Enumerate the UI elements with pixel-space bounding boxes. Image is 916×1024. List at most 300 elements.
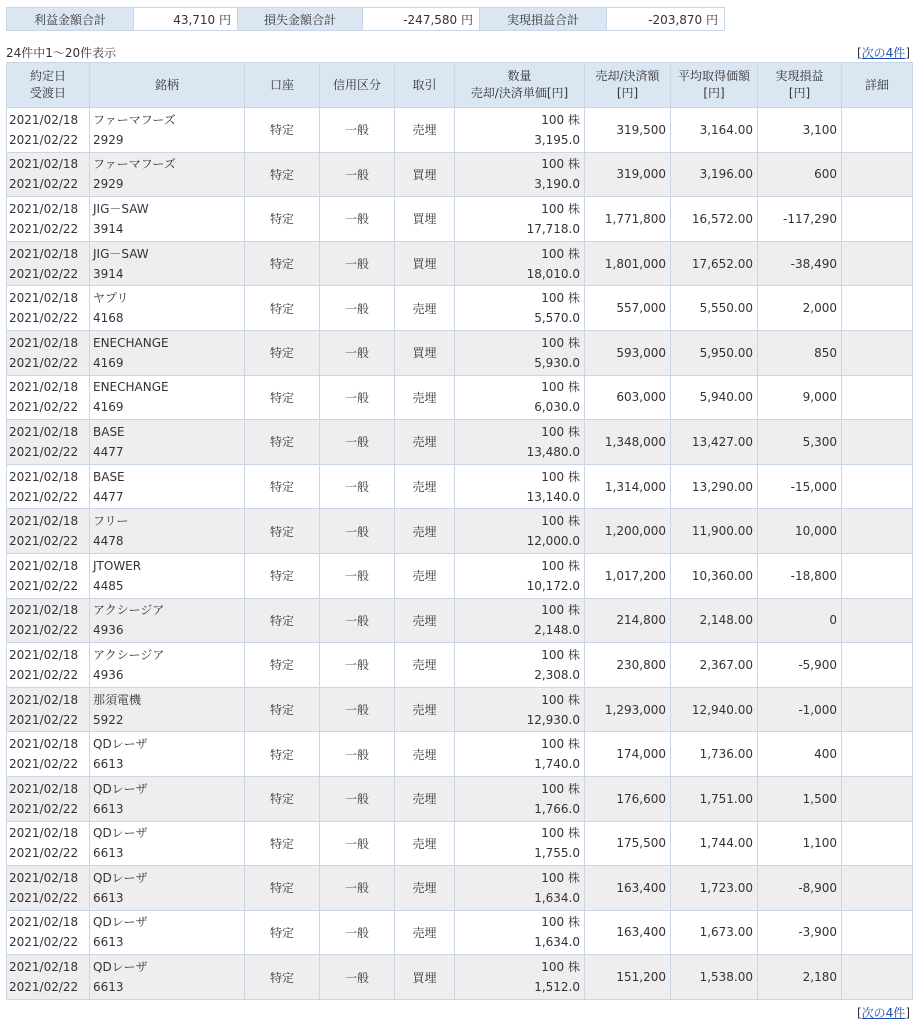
realized-pnl-table xyxy=(6,62,913,1000)
stock-code: 4169 xyxy=(93,400,124,415)
trade-date: 2021/02/18 xyxy=(9,112,79,127)
stock-cell xyxy=(90,776,245,821)
trade-cell: 売埋 xyxy=(395,108,455,153)
next-page-link-top[interactable]: 次の4件 xyxy=(861,46,906,60)
realized-pnl-cell: 3,100 xyxy=(758,108,842,153)
stock-cell xyxy=(90,732,245,777)
table-row xyxy=(7,375,913,420)
trade-date: 2021/02/18 xyxy=(9,424,79,439)
detail-cell xyxy=(842,955,913,1000)
date-cell xyxy=(7,197,90,242)
unit-price: 3,195.0 xyxy=(534,132,580,147)
trade-cell: 買埋 xyxy=(395,241,455,286)
unit-price: 12,930.0 xyxy=(526,712,580,727)
table-row xyxy=(7,776,913,821)
realized-pnl-cell: 2,000 xyxy=(758,286,842,331)
trade-date: 2021/02/18 xyxy=(9,380,79,395)
trade-date: 2021/02/18 xyxy=(9,201,79,216)
account-cell: 特定 xyxy=(245,509,320,554)
stock-code: 6613 xyxy=(93,890,124,905)
table-row xyxy=(7,152,913,197)
account-cell: 特定 xyxy=(245,598,320,643)
stock-code: 4936 xyxy=(93,667,124,682)
settle-date: 2021/02/22 xyxy=(9,311,79,326)
avg-cost-cell: 1,751.00 xyxy=(671,776,758,821)
realized-pnl-cell: 400 xyxy=(758,732,842,777)
sale-amount-cell: 557,000 xyxy=(585,286,671,331)
sale-amount-cell: 151,200 xyxy=(585,955,671,1000)
detail-cell xyxy=(842,598,913,643)
sale-amount-cell: 593,000 xyxy=(585,330,671,375)
account-cell: 特定 xyxy=(245,420,320,465)
date-cell xyxy=(7,598,90,643)
sale-amount-cell: 1,314,000 xyxy=(585,464,671,509)
trade-cell: 売埋 xyxy=(395,732,455,777)
quantity-cell xyxy=(455,330,585,375)
stock-name: QDレーザ xyxy=(93,960,148,975)
account-cell: 特定 xyxy=(245,955,320,1000)
margin-type-cell: 一般 xyxy=(320,152,395,197)
loss-total-label: 損失金額合計 xyxy=(238,8,363,31)
stock-name: BASE xyxy=(93,424,125,439)
quantity-cell xyxy=(455,643,585,688)
date-cell xyxy=(7,821,90,866)
stock-code: 4478 xyxy=(93,534,124,549)
avg-cost-cell: 11,900.00 xyxy=(671,509,758,554)
trade-cell: 売埋 xyxy=(395,776,455,821)
quantity-cell xyxy=(455,108,585,153)
date-cell xyxy=(7,509,90,554)
settle-date: 2021/02/22 xyxy=(9,132,79,147)
avg-cost-cell: 1,723.00 xyxy=(671,866,758,911)
date-cell xyxy=(7,330,90,375)
quantity-cell xyxy=(455,553,585,598)
trade-cell: 売埋 xyxy=(395,866,455,911)
avg-cost-cell: 17,652.00 xyxy=(671,241,758,286)
detail-cell xyxy=(842,866,913,911)
trade-cell: 売埋 xyxy=(395,821,455,866)
avg-cost-cell: 3,164.00 xyxy=(671,108,758,153)
table-row xyxy=(7,866,913,911)
detail-cell xyxy=(842,197,913,242)
quantity-cell xyxy=(455,821,585,866)
detail-cell xyxy=(842,687,913,732)
header-realized-pnl: 実現損益 [円] xyxy=(758,63,842,108)
trade-cell: 売埋 xyxy=(395,375,455,420)
quantity-cell xyxy=(455,776,585,821)
stock-cell xyxy=(90,687,245,732)
stock-code: 6613 xyxy=(93,846,124,861)
stock-cell xyxy=(90,152,245,197)
quantity-cell xyxy=(455,464,585,509)
sale-amount-cell: 176,600 xyxy=(585,776,671,821)
unit-price: 1,634.0 xyxy=(534,890,580,905)
realized-pnl-cell: 10,000 xyxy=(758,509,842,554)
header-detail: 詳細 xyxy=(842,63,913,108)
account-cell: 特定 xyxy=(245,375,320,420)
stock-name: ファーマフーズ xyxy=(93,157,176,172)
stock-code: 6613 xyxy=(93,935,124,950)
account-cell: 特定 xyxy=(245,821,320,866)
unit-price: 17,718.0 xyxy=(526,221,580,236)
settle-date: 2021/02/22 xyxy=(9,221,79,236)
quantity-cell xyxy=(455,955,585,1000)
realized-total-value: -203,870 円 xyxy=(607,8,725,31)
realized-pnl-cell: -38,490 xyxy=(758,241,842,286)
account-cell: 特定 xyxy=(245,108,320,153)
stock-code: 2929 xyxy=(93,177,124,192)
bracket-open: [ xyxy=(856,46,862,60)
stock-code: 4168 xyxy=(93,311,124,326)
settle-date: 2021/02/22 xyxy=(9,177,79,192)
stock-code: 3914 xyxy=(93,221,124,236)
bracket-close: ] xyxy=(905,46,910,60)
detail-cell xyxy=(842,910,913,955)
avg-cost-cell: 5,940.00 xyxy=(671,375,758,420)
stock-cell xyxy=(90,643,245,688)
stock-cell xyxy=(90,464,245,509)
stock-code: 4169 xyxy=(93,355,124,370)
quantity-cell xyxy=(455,910,585,955)
avg-cost-cell: 13,290.00 xyxy=(671,464,758,509)
date-cell xyxy=(7,687,90,732)
unit-price: 2,308.0 xyxy=(534,667,580,682)
date-cell xyxy=(7,866,90,911)
avg-cost-cell: 1,673.00 xyxy=(671,910,758,955)
date-cell xyxy=(7,732,90,777)
sale-amount-cell: 1,348,000 xyxy=(585,420,671,465)
header-dates: 約定日 受渡日 xyxy=(7,63,90,108)
unit-price: 1,755.0 xyxy=(534,846,580,861)
date-cell xyxy=(7,643,90,688)
trade-date: 2021/02/18 xyxy=(9,246,79,261)
settle-date: 2021/02/22 xyxy=(9,266,79,281)
header-stock: 銘柄 xyxy=(90,63,245,108)
realized-pnl-cell: 9,000 xyxy=(758,375,842,420)
stock-cell xyxy=(90,286,245,331)
bracket-close: ] xyxy=(905,1006,910,1020)
margin-type-cell: 一般 xyxy=(320,464,395,509)
table-row xyxy=(7,910,913,955)
settle-date: 2021/02/22 xyxy=(9,935,79,950)
realized-pnl-cell: -117,290 xyxy=(758,197,842,242)
detail-cell xyxy=(842,643,913,688)
quantity-cell xyxy=(455,866,585,911)
table-row xyxy=(7,955,913,1000)
summary-table xyxy=(6,7,725,31)
sale-amount-cell: 163,400 xyxy=(585,910,671,955)
trade-cell: 買埋 xyxy=(395,955,455,1000)
margin-type-cell: 一般 xyxy=(320,420,395,465)
stock-cell xyxy=(90,420,245,465)
quantity: 100 株 xyxy=(541,201,580,216)
realized-pnl-cell: 600 xyxy=(758,152,842,197)
sale-amount-cell: 603,000 xyxy=(585,375,671,420)
margin-type-cell: 一般 xyxy=(320,687,395,732)
detail-cell xyxy=(842,776,913,821)
sale-amount-cell: 319,000 xyxy=(585,152,671,197)
stock-code: 6613 xyxy=(93,980,124,995)
sale-amount-cell: 1,771,800 xyxy=(585,197,671,242)
stock-cell xyxy=(90,866,245,911)
quantity: 100 株 xyxy=(541,246,580,261)
realized-pnl-cell: -8,900 xyxy=(758,866,842,911)
unit-price: 5,930.0 xyxy=(534,355,580,370)
stock-cell xyxy=(90,108,245,153)
trade-date: 2021/02/18 xyxy=(9,781,79,796)
stock-cell xyxy=(90,598,245,643)
margin-type-cell: 一般 xyxy=(320,330,395,375)
quantity: 100 株 xyxy=(541,469,580,484)
trade-cell: 買埋 xyxy=(395,330,455,375)
trade-date: 2021/02/18 xyxy=(9,291,79,306)
trade-date: 2021/02/18 xyxy=(9,870,79,885)
quantity-cell xyxy=(455,732,585,777)
header-trade: 取引 xyxy=(395,63,455,108)
account-cell: 特定 xyxy=(245,152,320,197)
quantity: 100 株 xyxy=(541,112,580,127)
settle-date: 2021/02/22 xyxy=(9,667,79,682)
sale-amount-cell: 1,017,200 xyxy=(585,553,671,598)
avg-cost-cell: 2,367.00 xyxy=(671,643,758,688)
account-cell: 特定 xyxy=(245,241,320,286)
quantity: 100 株 xyxy=(541,647,580,662)
trade-cell: 売埋 xyxy=(395,910,455,955)
sale-amount-cell: 1,801,000 xyxy=(585,241,671,286)
table-row xyxy=(7,687,913,732)
detail-cell xyxy=(842,286,913,331)
realized-pnl-cell: 5,300 xyxy=(758,420,842,465)
header-row xyxy=(7,63,913,108)
next-page-bottom xyxy=(857,1004,910,1021)
table-row xyxy=(7,509,913,554)
trade-date: 2021/02/18 xyxy=(9,737,79,752)
bracket-open: [ xyxy=(856,1006,862,1020)
margin-type-cell: 一般 xyxy=(320,643,395,688)
detail-cell xyxy=(842,152,913,197)
profit-total-label: 利益金額合計 xyxy=(7,8,134,31)
margin-type-cell: 一般 xyxy=(320,598,395,643)
avg-cost-cell: 5,550.00 xyxy=(671,286,758,331)
header-sale-amount: 売却/決済額 [円] xyxy=(585,63,671,108)
trade-cell: 売埋 xyxy=(395,643,455,688)
quantity-cell xyxy=(455,375,585,420)
quantity-cell xyxy=(455,509,585,554)
trade-date: 2021/02/18 xyxy=(9,692,79,707)
trade-date: 2021/02/18 xyxy=(9,469,79,484)
table-row xyxy=(7,108,913,153)
margin-type-cell: 一般 xyxy=(320,241,395,286)
quantity-cell xyxy=(455,197,585,242)
date-cell xyxy=(7,910,90,955)
unit-price: 18,010.0 xyxy=(526,266,580,281)
avg-cost-cell: 13,427.00 xyxy=(671,420,758,465)
quantity: 100 株 xyxy=(541,603,580,618)
settle-date: 2021/02/22 xyxy=(9,801,79,816)
account-cell: 特定 xyxy=(245,197,320,242)
stock-code: 4477 xyxy=(93,489,124,504)
table-row xyxy=(7,821,913,866)
account-cell: 特定 xyxy=(245,910,320,955)
stock-name: QDレーザ xyxy=(93,870,148,885)
quantity-cell xyxy=(455,420,585,465)
settle-date: 2021/02/22 xyxy=(9,489,79,504)
avg-cost-cell: 10,360.00 xyxy=(671,553,758,598)
trade-cell: 売埋 xyxy=(395,553,455,598)
account-cell: 特定 xyxy=(245,643,320,688)
stock-name: ファーマフーズ xyxy=(93,112,176,127)
stock-name: アクシージア xyxy=(93,647,165,662)
stock-name: QDレーザ xyxy=(93,781,148,796)
unit-price: 13,140.0 xyxy=(526,489,580,504)
avg-cost-cell: 5,950.00 xyxy=(671,330,758,375)
stock-name: QDレーザ xyxy=(93,826,148,841)
stock-cell xyxy=(90,910,245,955)
settle-date: 2021/02/22 xyxy=(9,355,79,370)
next-page-link-bottom[interactable]: 次の4件 xyxy=(861,1006,906,1020)
quantity: 100 株 xyxy=(541,737,580,752)
table-row xyxy=(7,197,913,242)
detail-cell xyxy=(842,732,913,777)
stock-code: 6613 xyxy=(93,801,124,816)
settle-date: 2021/02/22 xyxy=(9,980,79,995)
table-row xyxy=(7,553,913,598)
quantity: 100 株 xyxy=(541,692,580,707)
table-row xyxy=(7,598,913,643)
stock-name: アクシージア xyxy=(93,603,165,618)
trade-date: 2021/02/18 xyxy=(9,157,79,172)
trade-date: 2021/02/18 xyxy=(9,647,79,662)
stock-name: JTOWER xyxy=(93,558,142,573)
settle-date: 2021/02/22 xyxy=(9,578,79,593)
quantity: 100 株 xyxy=(541,915,580,930)
trade-date: 2021/02/18 xyxy=(9,960,79,975)
unit-price: 1,740.0 xyxy=(534,757,580,772)
stock-name: ENECHANGE xyxy=(93,380,169,395)
detail-cell xyxy=(842,553,913,598)
stock-cell xyxy=(90,553,245,598)
realized-pnl-cell: -3,900 xyxy=(758,910,842,955)
detail-cell xyxy=(842,509,913,554)
summary-row xyxy=(7,8,725,31)
sale-amount-cell: 1,200,000 xyxy=(585,509,671,554)
trade-date: 2021/02/18 xyxy=(9,826,79,841)
settle-date: 2021/02/22 xyxy=(9,623,79,638)
margin-type-cell: 一般 xyxy=(320,776,395,821)
account-cell: 特定 xyxy=(245,866,320,911)
stock-name: ヤプリ xyxy=(93,291,129,306)
sale-amount-cell: 1,293,000 xyxy=(585,687,671,732)
margin-type-cell: 一般 xyxy=(320,375,395,420)
realized-pnl-cell: 2,180 xyxy=(758,955,842,1000)
date-cell xyxy=(7,955,90,1000)
avg-cost-cell: 3,196.00 xyxy=(671,152,758,197)
realized-pnl-cell: 1,500 xyxy=(758,776,842,821)
avg-cost-cell: 1,736.00 xyxy=(671,732,758,777)
settle-date: 2021/02/22 xyxy=(9,534,79,549)
realized-pnl-cell: -5,900 xyxy=(758,643,842,688)
detail-cell xyxy=(842,330,913,375)
detail-cell xyxy=(842,375,913,420)
stock-cell xyxy=(90,821,245,866)
realized-pnl-cell: -1,000 xyxy=(758,687,842,732)
margin-type-cell: 一般 xyxy=(320,910,395,955)
settle-date: 2021/02/22 xyxy=(9,757,79,772)
result-count-text: 24件中1～20件表示 xyxy=(6,46,117,60)
account-cell: 特定 xyxy=(245,286,320,331)
table-row xyxy=(7,286,913,331)
realized-pnl-cell: -18,800 xyxy=(758,553,842,598)
realized-pnl-cell: 0 xyxy=(758,598,842,643)
quantity: 100 株 xyxy=(541,514,580,529)
stock-code: 4485 xyxy=(93,578,124,593)
settle-date: 2021/02/22 xyxy=(9,890,79,905)
table-row xyxy=(7,643,913,688)
trade-date: 2021/02/18 xyxy=(9,335,79,350)
margin-type-cell: 一般 xyxy=(320,286,395,331)
stock-name: フリー xyxy=(93,514,129,529)
unit-price: 12,000.0 xyxy=(526,534,580,549)
quantity: 100 株 xyxy=(541,424,580,439)
quantity: 100 株 xyxy=(541,291,580,306)
trade-cell: 売埋 xyxy=(395,420,455,465)
unit-price: 5,570.0 xyxy=(534,311,580,326)
stock-code: 3914 xyxy=(93,266,124,281)
account-cell: 特定 xyxy=(245,687,320,732)
table-row xyxy=(7,732,913,777)
trade-cell: 買埋 xyxy=(395,197,455,242)
trade-date: 2021/02/18 xyxy=(9,514,79,529)
settle-date: 2021/02/22 xyxy=(9,444,79,459)
detail-cell xyxy=(842,241,913,286)
avg-cost-cell: 12,940.00 xyxy=(671,687,758,732)
trade-cell: 売埋 xyxy=(395,509,455,554)
margin-type-cell: 一般 xyxy=(320,108,395,153)
stock-name: JIG－SAW xyxy=(93,246,149,261)
settle-date: 2021/02/22 xyxy=(9,846,79,861)
stock-cell xyxy=(90,330,245,375)
header-margin-type: 信用区分 xyxy=(320,63,395,108)
unit-price: 10,172.0 xyxy=(526,578,580,593)
sale-amount-cell: 214,800 xyxy=(585,598,671,643)
trade-date: 2021/02/18 xyxy=(9,558,79,573)
unit-price: 6,030.0 xyxy=(534,400,580,415)
account-cell: 特定 xyxy=(245,776,320,821)
settle-date: 2021/02/22 xyxy=(9,712,79,727)
quantity: 100 株 xyxy=(541,157,580,172)
margin-type-cell: 一般 xyxy=(320,955,395,1000)
stock-code: 4936 xyxy=(93,623,124,638)
quantity: 100 株 xyxy=(541,960,580,975)
margin-type-cell: 一般 xyxy=(320,821,395,866)
quantity: 100 株 xyxy=(541,870,580,885)
detail-cell xyxy=(842,420,913,465)
margin-type-cell: 一般 xyxy=(320,866,395,911)
quantity-cell xyxy=(455,152,585,197)
date-cell xyxy=(7,464,90,509)
loss-total-value: -247,580 円 xyxy=(363,8,480,31)
unit-price: 13,480.0 xyxy=(526,444,580,459)
stock-code: 5922 xyxy=(93,712,124,727)
date-cell xyxy=(7,375,90,420)
table-row xyxy=(7,241,913,286)
avg-cost-cell: 1,744.00 xyxy=(671,821,758,866)
avg-cost-cell: 2,148.00 xyxy=(671,598,758,643)
sale-amount-cell: 163,400 xyxy=(585,866,671,911)
unit-price: 1,634.0 xyxy=(534,935,580,950)
sale-amount-cell: 174,000 xyxy=(585,732,671,777)
settle-date: 2021/02/22 xyxy=(9,400,79,415)
